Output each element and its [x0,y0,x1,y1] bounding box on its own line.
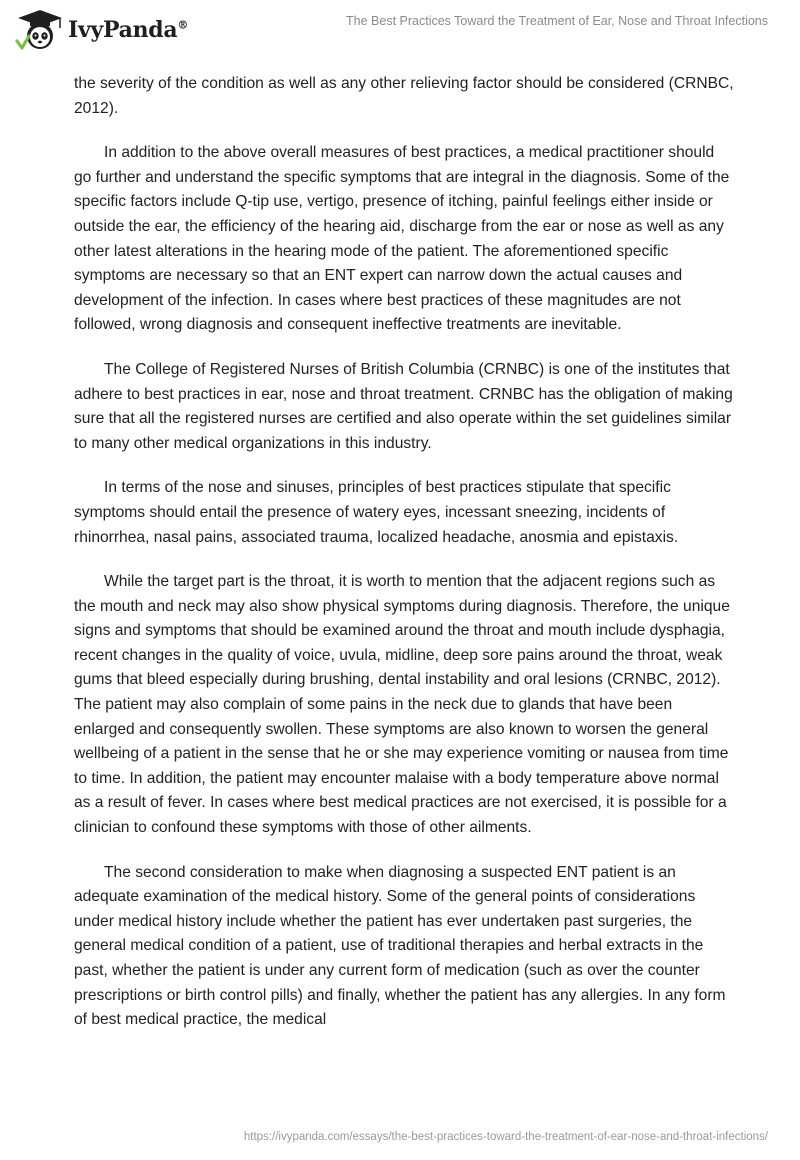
page-header [0,0,800,60]
paragraph-6: The second consideration to make when diagnosing a suspected ENT patient is an adequate examination of the medical history. Some of the general points of considerations under medical history include whether the patient has ever undertaken past surgeries, the general medical condition of a patient, use of traditional therapies and herbal extracts in the past, whether the patient is under any current form of medication (such as over the counter prescriptions or birth control pills) and finally, whether the patient has any allergies. In any form of best medical practice, the medical [74,863,726,1029]
panda-graduate-icon [14,8,66,52]
source-url[interactable]: https://ivypanda.com/essays/the-best-practices-toward-the-treatment-of-ear-nose-and-throat-infections/ [243,1131,768,1143]
paragraph-3: The College of Registered Nurses of British Columbia (CRNBC) is one of the institutes that adhere to best practices in ear, nose and throat treatment. CRNBC has the obligation of making sure that all the registered nurses are certified and also operate within the set guidelines similar to many other medical organizations in this industry. [74,360,733,452]
registered-mark: ® [177,18,189,32]
brand-logo[interactable] [14,8,188,52]
essay-body [74,72,734,1053]
paragraph-4: In terms of the nose and sinuses, principles of best practices stipulate that specific symptoms should entail the presence of watery eyes, incessant sneezing, incidents of rhinorrhea, nasal pains, associated trauma, localized headache, anosmia and epistaxis. [74,479,679,546]
document-title: The Best Practices Toward the Treatment of Ear, Nose and Throat Infections [346,14,768,28]
brand-name: IvyPanda® [68,17,189,43]
paragraph-1: the severity of the condition as well as any other relieving factor should be considered (CRNBC, 2012). [74,75,734,117]
paragraph-2: In addition to the above overall measures of best practices, a medical practitioner should go further and understand the specific symptoms that are integral in the diagnosis. Some of the specific factors include Q-tip use, vertigo, presence of itching, painful feelings either inside or outside the ear, the efficiency of the hearing aid, discharge from the ear or nose as well as any other latest alterations in the hearing mode of the patient. The aforementioned specific symptoms are necessary so that an ENT expert can narrow down the actual causes and development of the infection. In cases where best practices of these magnitudes are not followed, wrong diagnosis and consequent ineffective treatments are inevitable. [74,144,730,334]
paragraph-5: While the target part is the throat, it is worth to mention that the adjacent regions such as the mouth and neck may also show physical symptoms during diagnosis. Therefore, the unique signs and symptoms that should be examined around the throat and mouth include dysphagia, recent changes in the quality of voice, uvula, midline, deep sore pains around the throat, weak gums that bleed especially during brushing, dental instability and oral lesions (CRNBC, 2012). The patient may also complain of some pains in the neck due to glands that have been enlarged and consequently swollen. These symptoms are also known to worsen the general wellbeing of a patient in the sense that he or she may experience vomiting or nausea from time to time. In addition, the patient may encounter malaise with a body temperature above normal as a result of fever. In cases where best medical practices are not exercised, it is possible for a clinician to confound these symptoms with those of other ailments. [74,573,730,837]
